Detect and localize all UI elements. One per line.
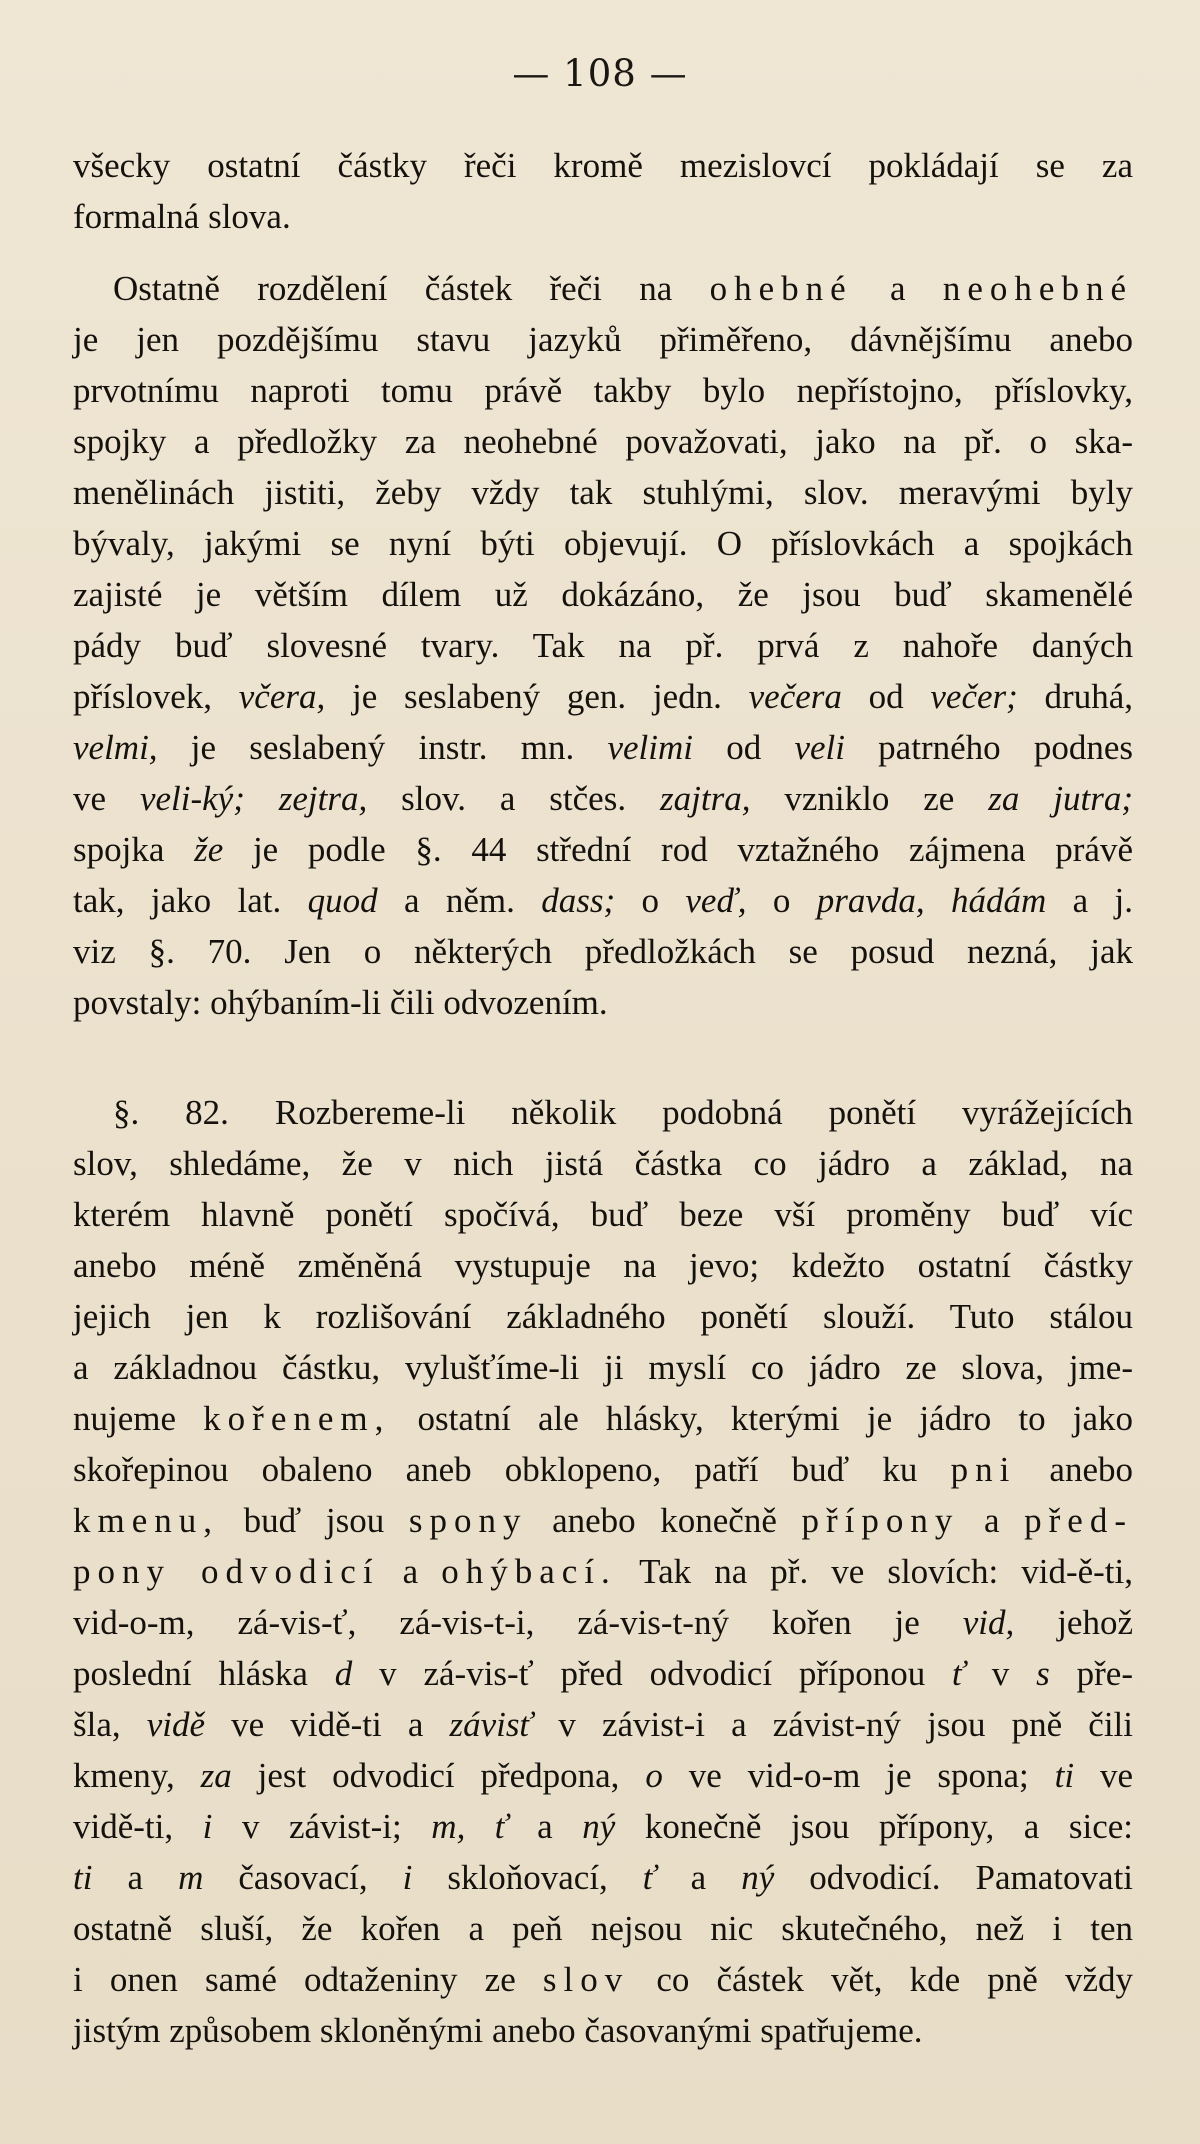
spaced-term: před- xyxy=(1024,1501,1133,1540)
text-line xyxy=(73,1597,1133,1648)
text-run: konečně jsou přípony, a sice: xyxy=(615,1807,1134,1846)
text-line: viz §. 70. Jen o některých předložkách se posud nezná, jak xyxy=(73,932,1133,971)
italic-term: ti xyxy=(1054,1756,1075,1795)
text-run: vid-o-m, zá-vis-ť, zá-vis-t-i, zá-vis-t-ný kořen je xyxy=(73,1603,963,1642)
spaced-term: neohebné xyxy=(942,269,1133,308)
text-run: druhá, xyxy=(1017,677,1134,716)
spaced-term: pni xyxy=(950,1450,1017,1489)
text-run: skloňovací, xyxy=(412,1858,643,1897)
text-run: ve vidě-ti a xyxy=(205,1705,450,1744)
text-line xyxy=(73,773,1133,824)
text-line xyxy=(73,1699,1133,1750)
paragraph-continuation xyxy=(73,140,1133,242)
text-run: odvodicí. Pamatovati xyxy=(774,1858,1134,1897)
text-run: a xyxy=(655,1858,742,1897)
text-line: kterém hlavně ponětí spočívá, buď beze vší proměny buď víc xyxy=(73,1195,1133,1234)
spaced-term: spony xyxy=(408,1501,528,1540)
text-run: tak, jako lat. xyxy=(73,881,308,920)
text-run: Tak na př. ve slovích: vid-ě-ti, xyxy=(616,1552,1133,1591)
text-run: v xyxy=(964,1654,1037,1693)
text-line: anebo méně změněná vystupuje na jevo; kdežto ostatní částky xyxy=(73,1246,1133,1285)
text-line xyxy=(73,671,1133,722)
text-run: ve xyxy=(73,779,140,818)
text-run: časovací, xyxy=(203,1858,403,1897)
text-line: jejich jen k rozlišování základného ponětí slouží. Tuto stálou xyxy=(73,1297,1133,1336)
text-line xyxy=(73,722,1133,773)
italic-term: večera xyxy=(748,677,842,716)
italic-term: vid, xyxy=(962,1603,1015,1642)
italic-term: o xyxy=(645,1756,663,1795)
text-line xyxy=(73,1801,1133,1852)
text-line xyxy=(73,1546,1133,1597)
italic-term: d xyxy=(334,1654,353,1693)
text-run: v zá-vis-ť před odvodicí příponou xyxy=(352,1654,953,1693)
text-line xyxy=(73,1648,1133,1699)
italic-term: vidě xyxy=(146,1705,206,1744)
italic-term: m, ť xyxy=(431,1807,508,1846)
text-run: a xyxy=(379,1552,442,1591)
text-line xyxy=(73,1750,1133,1801)
text-run: jehož xyxy=(1014,1603,1133,1642)
italic-term: s xyxy=(1036,1654,1050,1693)
text-run: v závist-i; xyxy=(212,1807,432,1846)
text-line: prvotnímu naproti tomu právě takby bylo nepřístojno, příslovky, xyxy=(73,371,1133,410)
text-run: anebo konečně xyxy=(527,1501,802,1540)
italic-term: ný xyxy=(582,1807,616,1846)
text-line: je jen pozdějšímu stavu jazyků přiměřeno, dávnějšímu anebo xyxy=(73,320,1133,359)
text-line xyxy=(73,824,1133,875)
text-line: spojky a předložky za neohebné považovati, jako na př. o ska- xyxy=(73,422,1133,461)
text-run: patrného podnes xyxy=(844,728,1133,767)
spaced-term: kořenem, xyxy=(203,1399,391,1438)
italic-term: ti xyxy=(73,1858,93,1897)
spaced-term: slov xyxy=(542,1960,630,1999)
text-run: a j. xyxy=(1046,881,1134,920)
text-line xyxy=(73,1852,1133,1903)
text-run: slov. a stčes. xyxy=(367,779,660,818)
text-line: zajisté je větším dílem už dokázáno, že jsou buď skamenělé xyxy=(73,575,1133,614)
text-run: příslovek, xyxy=(73,677,239,716)
italic-term: ť xyxy=(952,1654,965,1693)
text-run: a něm. xyxy=(377,881,542,920)
italic-term: závisť xyxy=(449,1705,533,1744)
text-run: od xyxy=(693,728,795,767)
italic-term: ný xyxy=(741,1858,775,1897)
italic-term: veli xyxy=(794,728,845,767)
text-run: skořepinou obaleno aneb obklopeno, patří buď ku xyxy=(73,1450,951,1489)
text-run: v závist-i a závist-ný jsou pně čili xyxy=(532,1705,1133,1744)
italic-term: včera, xyxy=(238,677,326,716)
italic-term: quod xyxy=(307,881,378,920)
text-run: vidě-ti, xyxy=(73,1807,203,1846)
text-run: šla, xyxy=(73,1705,147,1744)
italic-term: veď, xyxy=(685,881,747,920)
spaced-term: kmenu, xyxy=(73,1501,220,1540)
italic-term: veli-ký; zejtra, xyxy=(139,779,368,818)
text-run: a xyxy=(507,1807,583,1846)
italic-term: ť xyxy=(642,1858,656,1897)
spaced-term: pony odvodicí xyxy=(73,1552,380,1591)
text-line xyxy=(73,1954,1133,2005)
italic-term: pravda, hádám xyxy=(816,881,1047,920)
text-run: co částek vět, kde pně vždy xyxy=(629,1960,1133,1999)
page-number: — 108 — xyxy=(512,52,688,95)
text-run: buď jsou xyxy=(219,1501,409,1540)
text-run: jest odvodicí předpona, xyxy=(231,1756,646,1795)
italic-term: večer; xyxy=(930,677,1018,716)
text-line: ostatně sluší, že kořen a peň nejsou nic skutečného, než i ten xyxy=(73,1909,1133,1948)
text-run: o xyxy=(615,881,686,920)
italic-term: velimi xyxy=(607,728,693,767)
text-run: ve xyxy=(1074,1756,1133,1795)
text-run: a xyxy=(852,269,943,308)
text-line: povstaly: ohýbaním-li čili odvozením. xyxy=(73,983,608,1022)
text-run: kmeny, xyxy=(73,1756,201,1795)
text-line xyxy=(73,1495,1133,1546)
italic-term: dass; xyxy=(541,881,616,920)
italic-term: i xyxy=(402,1858,413,1897)
text-run: je seslabený gen. jedn. xyxy=(325,677,749,716)
text-run: je podle §. 44 střední rod vztažného zájmena právě xyxy=(223,830,1133,869)
text-line: formalná slova. xyxy=(73,197,291,236)
italic-term: za xyxy=(200,1756,232,1795)
text-line: slov, shledáme, že v nich jistá částka co jádro a základ, na xyxy=(73,1144,1133,1183)
text-line: §. 82. Rozbereme-li několik podobná ponětí vyrážejících xyxy=(113,1093,1133,1132)
text-line: a základnou částku, vylušťíme-li ji myslí co jádro ze slova, jme- xyxy=(73,1348,1133,1387)
spaced-term: ohýbací. xyxy=(441,1552,617,1591)
text-run: od xyxy=(841,677,931,716)
text-line: bývaly, jakými se nyní býti objevují. O příslovkách a spojkách xyxy=(73,524,1133,563)
italic-term: zajtra, xyxy=(660,779,751,818)
text-run: ve vid-o-m je spona; xyxy=(662,1756,1055,1795)
text-run: nujeme xyxy=(73,1399,204,1438)
italic-term: za jutra; xyxy=(988,779,1133,818)
text-run: o xyxy=(746,881,817,920)
text-run: Ostatně rozdělení částek řeči na xyxy=(113,269,710,308)
italic-term: že xyxy=(194,830,224,869)
spaced-term: ohebné xyxy=(709,269,853,308)
text-line: menělinách jistiti, žeby vždy tak stuhlými, slov. meravými byly xyxy=(73,473,1133,512)
text-line: pády buď slovesné tvary. Tak na př. prvá z nahoře daných xyxy=(73,626,1133,665)
text-run: vzniklo ze xyxy=(750,779,989,818)
text-run: i onen samé odtaženiny ze xyxy=(73,1960,543,1999)
text-run: a xyxy=(92,1858,179,1897)
text-line xyxy=(73,875,1133,926)
text-run: pře- xyxy=(1049,1654,1133,1693)
text-line xyxy=(73,1393,1133,1444)
spaced-term: přípony xyxy=(801,1501,960,1540)
text-line: jistým způsobem skloněnými anebo časovanými spatřujeme. xyxy=(73,2011,923,2050)
italic-term: m xyxy=(178,1858,204,1897)
text-run: poslední hláska xyxy=(73,1654,335,1693)
text-line xyxy=(73,1444,1133,1495)
paragraph-ohebne-neohebne xyxy=(73,263,1133,1028)
text-run: ostatní ale hlásky, kterými je jádro to jako xyxy=(390,1399,1133,1438)
text-line: všecky ostatní částky řeči kromě mezislovcí pokládají se za xyxy=(73,146,1133,185)
italic-term: velmi, xyxy=(73,728,158,767)
text-line xyxy=(73,263,1133,314)
text-run: a xyxy=(959,1501,1025,1540)
italic-term: i xyxy=(202,1807,213,1846)
text-run: spojka xyxy=(73,830,195,869)
text-run: je seslabený instr. mn. xyxy=(157,728,608,767)
paragraph-section-82 xyxy=(73,1087,1133,2056)
text-run: anebo xyxy=(1016,1450,1133,1489)
